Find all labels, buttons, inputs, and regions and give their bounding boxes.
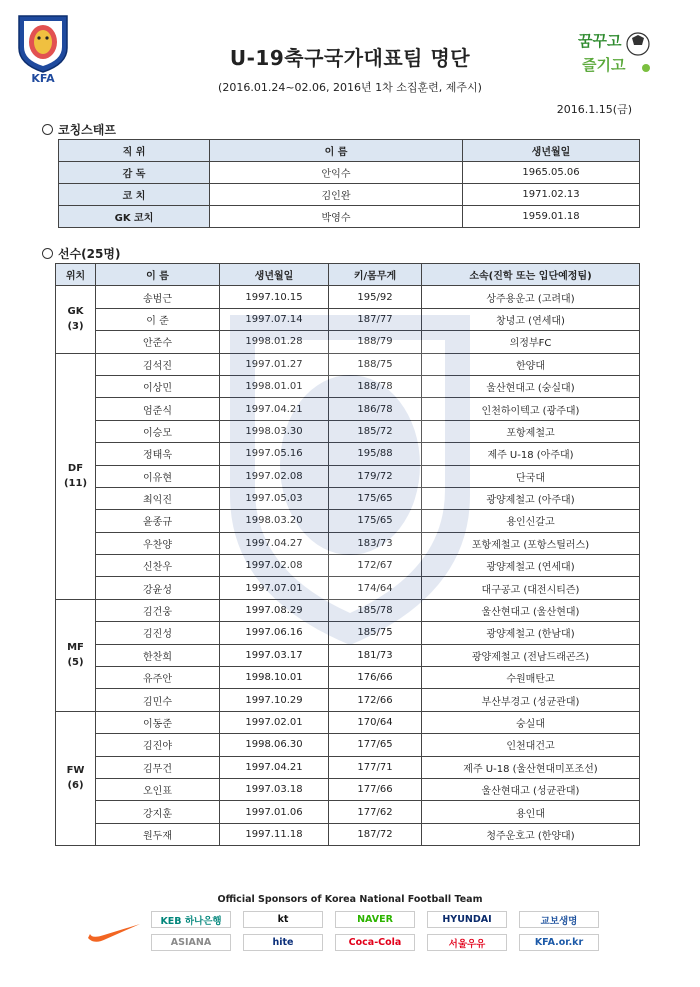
sponsor-logo: KEB 하나은행 [151,911,231,928]
table-row [56,510,640,532]
player-team: 포항제철고 (포항스틸러스) [422,532,640,554]
position-count: (11) [63,478,88,490]
table-row [56,689,640,711]
table-row [56,420,640,442]
player-height-weight: 179/72 [329,465,422,487]
player-team: 인천대건고 [422,734,640,756]
table-row [56,308,640,330]
player-height-weight: 187/77 [329,308,422,330]
player-team: 수원매탄고 [422,667,640,689]
player-team: 울산현대고 (성균관대) [422,778,640,800]
table-row [59,162,640,184]
player-team: 청주운호고 (한양대) [422,823,640,845]
staff-name: 안익수 [210,162,463,184]
player-birth: 1997.05.03 [220,487,329,509]
table-row [56,644,640,666]
player-name: 최익진 [96,487,220,509]
position-group [56,286,96,353]
table-row [56,577,640,599]
player-birth: 1998.03.30 [220,420,329,442]
table-row [56,711,640,733]
table-row [56,622,640,644]
player-height-weight: 175/65 [329,510,422,532]
player-name: 김건웅 [96,599,220,621]
player-birth: 1997.02.08 [220,465,329,487]
player-team: 제주 U-18 (울산현대미포조선) [422,756,640,778]
bullet-circle-icon [42,248,53,259]
staff-position: GK 코치 [59,206,210,228]
table-row [59,206,640,228]
sponsor-logo: kt [243,911,323,928]
player-height-weight: 174/64 [329,577,422,599]
table-row [56,555,640,577]
table-row [56,375,640,397]
player-name: 강윤성 [96,577,220,599]
player-team: 용인대 [422,801,640,823]
table-header-row [56,264,640,286]
staff-birth: 1959.01.18 [463,206,640,228]
player-name: 이유현 [96,465,220,487]
player-team: 인천하이텍고 (광주대) [422,398,640,420]
table-row [56,398,640,420]
player-team: 단국대 [422,465,640,487]
player-team: 제주 U-18 (아주대) [422,443,640,465]
coaching-section-label: 코칭스태프 [58,123,116,137]
staff-position: 코 치 [59,184,210,206]
player-height-weight: 195/92 [329,286,422,308]
player-height-weight: 177/65 [329,734,422,756]
position-count: (6) [67,780,84,792]
player-name: 이동준 [96,711,220,733]
player-team: 대구공고 (대전시티즌) [422,577,640,599]
player-height-weight: 177/71 [329,756,422,778]
player-name: 김무건 [96,756,220,778]
player-name: 김석진 [96,353,220,375]
player-height-weight: 188/78 [329,375,422,397]
player-team: 용인신갈고 [422,510,640,532]
sponsor-logo: hite [243,934,323,951]
player-height-weight: 188/75 [329,353,422,375]
table-row [56,532,640,554]
column-header: 생년월일 [463,140,640,162]
player-name: 강지훈 [96,801,220,823]
player-name: 김진야 [96,734,220,756]
player-height-weight: 188/79 [329,331,422,353]
player-team: 광양제철고 (한남대) [422,622,640,644]
player-birth: 1997.04.21 [220,398,329,420]
player-name: 이승모 [96,420,220,442]
position-count: (5) [67,657,84,669]
sponsors-title: Official Sponsors of Korea National Football Team [217,894,483,905]
player-height-weight: 172/67 [329,555,422,577]
table-row [56,734,640,756]
player-birth: 1997.03.18 [220,778,329,800]
player-height-weight: 177/62 [329,801,422,823]
table-header-row [59,140,640,162]
table-row [56,487,640,509]
bullet-circle-icon [42,124,53,135]
players-section-heading [42,245,120,262]
table-row [56,801,640,823]
player-birth: 1997.01.27 [220,353,329,375]
player-birth: 1997.03.17 [220,644,329,666]
position-group [56,353,96,599]
position-label: GK [67,306,84,318]
player-birth: 1997.02.08 [220,555,329,577]
coaching-section-heading [42,121,116,138]
player-birth: 1997.07.01 [220,577,329,599]
player-height-weight: 187/72 [329,823,422,845]
player-birth: 1998.01.01 [220,375,329,397]
player-name: 이상민 [96,375,220,397]
column-header: 이 름 [96,264,220,286]
sponsor-logo: 교보생명 [519,911,599,928]
sponsor-logo: NAVER [335,911,415,928]
player-team: 창녕고 (연세대) [422,308,640,330]
sponsor-logo: KFA.or.kr [519,934,599,951]
player-team: 포항제철고 [422,420,640,442]
player-height-weight: 185/78 [329,599,422,621]
issue-date: 2016.1.15(금) [556,103,632,116]
player-birth: 1997.10.15 [220,286,329,308]
table-row [56,465,640,487]
player-name: 이 준 [96,308,220,330]
position-label: DF [67,463,84,475]
player-birth: 1997.02.01 [220,711,329,733]
player-birth: 1998.01.28 [220,331,329,353]
player-height-weight: 185/75 [329,622,422,644]
column-header: 이 름 [210,140,463,162]
table-row [56,331,640,353]
player-name: 우찬양 [96,532,220,554]
player-name: 정태욱 [96,443,220,465]
table-row [56,667,640,689]
player-name: 김진성 [96,622,220,644]
sponsor-logo: Coca-Cola [335,934,415,951]
player-birth: 1997.08.29 [220,599,329,621]
player-team: 광양제철고 (아주대) [422,487,640,509]
player-birth: 1998.06.30 [220,734,329,756]
player-birth: 1997.07.14 [220,308,329,330]
player-team: 상주용운고 (고려대) [422,286,640,308]
page-title: U-19축구국가대표팀 명단 [229,46,471,70]
player-name: 송범근 [96,286,220,308]
players-section-label: 선수(25명) [58,247,121,261]
position-count: (3) [67,321,84,333]
player-birth: 1997.06.16 [220,622,329,644]
table-row [56,286,640,308]
table-row [56,823,640,845]
player-team: 의정부FC [422,331,640,353]
table-row [59,184,640,206]
player-height-weight: 177/66 [329,778,422,800]
player-birth: 1997.01.06 [220,801,329,823]
player-birth: 1997.11.18 [220,823,329,845]
player-birth: 1998.03.20 [220,510,329,532]
column-header: 키/몸무게 [329,264,422,286]
table-row [56,353,640,375]
player-team: 광양제철고 (연세대) [422,555,640,577]
staff-name: 박영수 [210,206,463,228]
position-label: MF [67,642,84,654]
position-group [56,599,96,711]
player-name: 엄준식 [96,398,220,420]
sponsor-logo: HYUNDAI [427,911,507,928]
table-row [56,599,640,621]
table-row [56,443,640,465]
kfa-logo-text: KFA [31,72,55,85]
player-name: 안준수 [96,331,220,353]
position-group [56,711,96,845]
coaching-staff-table [58,139,640,228]
staff-birth: 1971.02.13 [463,184,640,206]
player-name: 오인표 [96,778,220,800]
player-team: 부산부경고 (성균관대) [422,689,640,711]
player-birth: 1997.05.16 [220,443,329,465]
column-header: 생년월일 [220,264,329,286]
player-name: 한찬희 [96,644,220,666]
position-label: FW [66,765,85,777]
table-row [56,778,640,800]
column-header: 직 위 [59,140,210,162]
player-birth: 1997.04.27 [220,532,329,554]
player-birth: 1998.10.01 [220,667,329,689]
table-row [56,756,640,778]
player-name: 윤종규 [96,510,220,532]
player-name: 김민수 [96,689,220,711]
player-height-weight: 181/73 [329,644,422,666]
column-header: 위치 [56,264,96,286]
staff-birth: 1965.05.06 [463,162,640,184]
player-height-weight: 170/64 [329,711,422,733]
player-name: 신찬우 [96,555,220,577]
staff-position: 감 독 [59,162,210,184]
player-table-body [56,286,640,846]
player-height-weight: 175/65 [329,487,422,509]
player-team: 숭실대 [422,711,640,733]
player-team: 한양대 [422,353,640,375]
player-name: 유주안 [96,667,220,689]
player-team: 울산현대고 (숭실대) [422,375,640,397]
player-roster-table [55,263,640,846]
player-height-weight: 172/66 [329,689,422,711]
nike-swoosh-icon [84,918,144,946]
sponsor-logo: 서울우유 [427,934,507,951]
staff-name: 김인완 [210,184,463,206]
player-name: 원두재 [96,823,220,845]
player-height-weight: 195/88 [329,443,422,465]
svg-text:즐기고: 즐기고 [582,56,626,74]
column-header: 소속(진학 또는 입단예정팀) [422,264,640,286]
player-birth: 1997.10.29 [220,689,329,711]
svg-text:꿈꾸고: 꿈꾸고 [578,32,622,50]
page-subtitle: (2016.01.24~02.06, 2016년 1차 소집훈련, 제주시) [218,81,482,94]
player-height-weight: 186/78 [329,398,422,420]
player-team: 울산현대고 (울산현대) [422,599,640,621]
player-height-weight: 183/73 [329,532,422,554]
player-team: 광양제철고 (전남드래곤즈) [422,644,640,666]
player-height-weight: 185/72 [329,420,422,442]
player-birth: 1997.04.21 [220,756,329,778]
player-height-weight: 176/66 [329,667,422,689]
sponsor-logo: ASIANA [151,934,231,951]
